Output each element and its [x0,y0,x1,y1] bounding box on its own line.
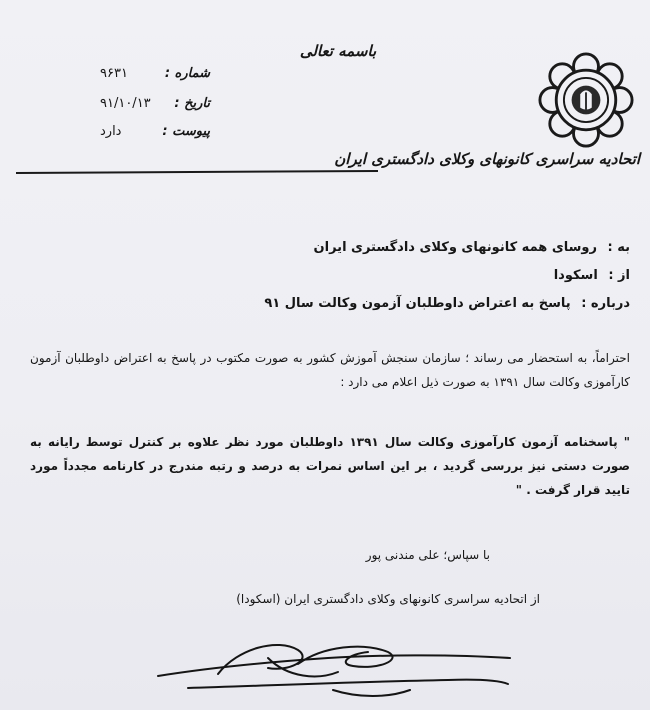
letter-attachment [100,124,210,139]
letter-number-value: ۹۶۳۱ [100,66,128,81]
letter-date-label: تاریخ : [174,96,210,111]
closing-line: با سپاس؛ علی مندنی پور [365,548,490,562]
recipient-value: روسای همه کانونهای وکلای دادگستری ایران [313,240,597,255]
quoted-response-paragraph: " پاسخنامه آزمون کارآموزی وکالت سال ۱۳۹۱ داوطلبان مورد نظر علاوه بر کنترل توسط رایانه به صورت دستی نیز بررسی گردید ، بر این اساس نمرات به درصد و رتبه مندرج در کارنامه مجدداً مورد تایید قرار گرفت . " [30,435,630,497]
recipient-line [314,240,630,255]
intro-paragraph: احتراماً، به استحضار می رساند ؛ سازمان سنجش آموزش کشور به صورت مکتوب در پاسخ به اعتراض داوطلبان آزمون کارآموزی وکالت سال ۱۳۹۱ به صورت ذیل اعلام می دارد : [30,351,630,389]
letter-attachment-value: دارد [100,124,122,139]
letter-attachment-label: پیوست : [162,124,210,139]
basmala-heading: باسمه تعالی [299,42,377,60]
sender-line [554,268,630,283]
sender-value: اسکودا [553,268,598,283]
letter-number-label: شماره : [164,66,210,81]
subject-value: پاسخ به اعتراض داوطلبان آزمون وکالت سال ۹۱ [264,296,571,311]
organization-title: اتحادیه سراسری کانونهای وکلای دادگستری ایران [334,150,640,168]
letter-number [100,66,210,81]
header-divider [16,168,378,176]
signature-image [148,628,518,706]
subject-line [264,296,630,311]
letter-date-value: ۹۱/۱۰/۱۳ [100,96,151,111]
letter-date [100,96,210,111]
organization-logo-icon [538,52,634,148]
sender-label: از : [608,268,630,283]
recipient-label: به : [607,240,630,255]
subject-label: درباره : [581,296,630,311]
sender-organization-line: از اتحادیه سراسری کانونهای وکلای دادگستری ایران (اسکودا) [236,592,540,606]
